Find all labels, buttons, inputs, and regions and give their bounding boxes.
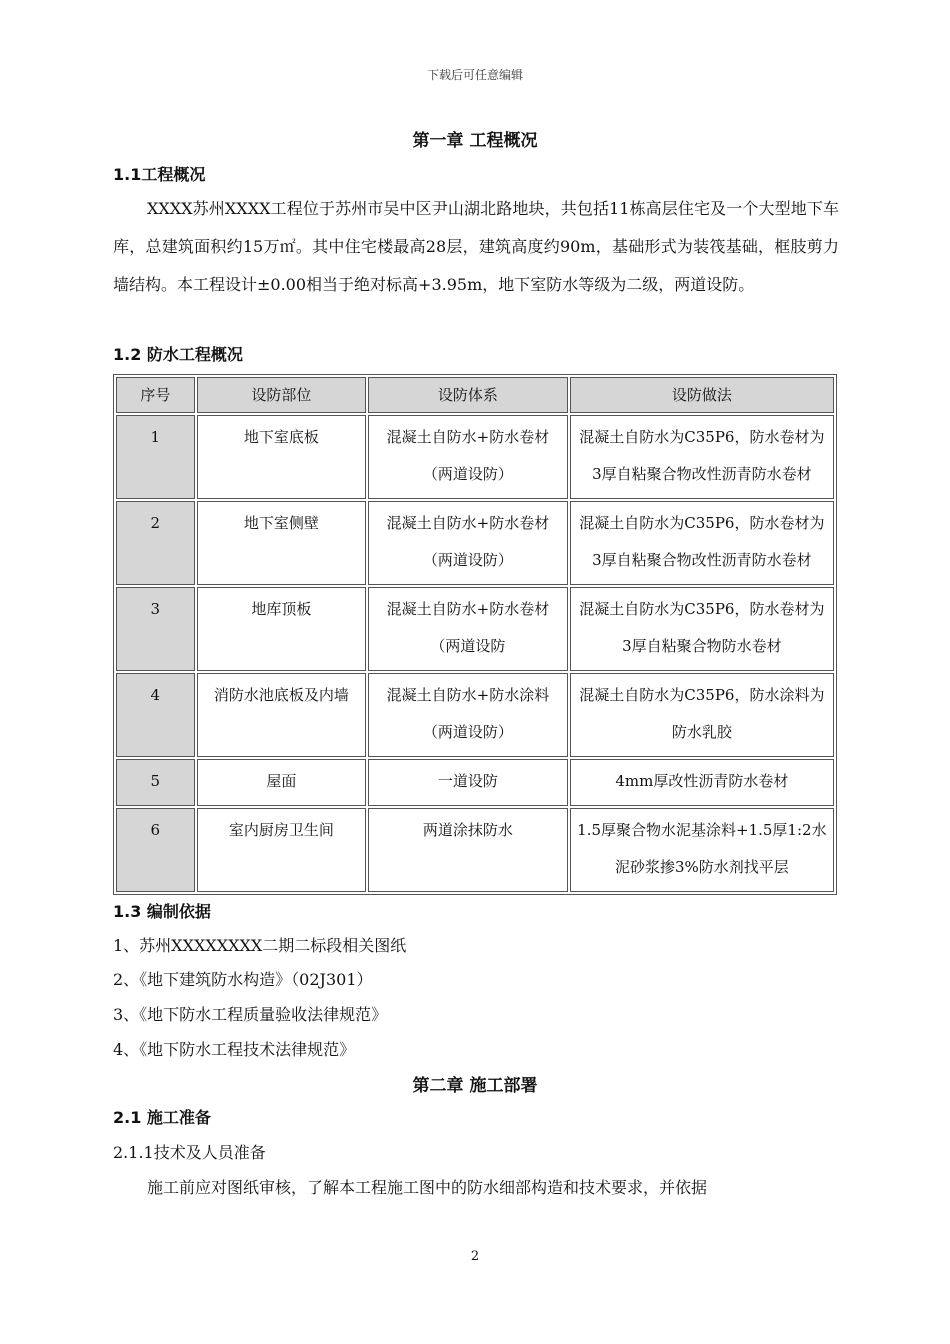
section-1-1-paragraph: XXXX苏州XXXX工程位于苏州市吴中区尹山湖北路地块，共包括11栋高层住宅及一个大型地下车库，总建筑面积约15万㎡。其中住宅楼最高28层，建筑高度约90m，基础形式为装筏基础，框肢剪力墙结构。本工程设计±0.00相当于绝对标高+3.95m，地下室防水等级为二级，两道设防。 (113, 199, 839, 294)
header-system: 设防体系 (368, 377, 568, 413)
chapter-2-title: 第二章 施工部署 (412, 1076, 538, 1096)
header-note: 下载后可任意编辑 (426, 68, 523, 82)
cell-no: 6 (116, 808, 195, 892)
cell-part: 地下室底板 (197, 415, 366, 499)
cell-part: 地库顶板 (197, 587, 366, 671)
cell-no: 3 (116, 587, 195, 671)
cell-no: 5 (116, 759, 195, 806)
basis-item: 2、《地下建筑防水构造》（02J301） (113, 970, 373, 989)
cell-method: 混凝土自防水为C35P6，防水卷材为3厚自粘聚合物防水卷材 (570, 587, 834, 671)
cell-no: 2 (116, 501, 195, 585)
cell-no: 1 (116, 415, 195, 499)
basis-item: 3、《地下防水工程质量验收法律规范》 (113, 1005, 388, 1024)
section-2-1-1-paragraph: 施工前应对图纸审核，了解本工程施工图中的防水细部构造和技术要求，并依据 (147, 1178, 708, 1197)
cell-method: 混凝土自防水为C35P6，防水卷材为3厚自粘聚合物改性沥青防水卷材 (570, 415, 834, 499)
table-row (116, 673, 834, 757)
chapter-1-title: 第一章 工程概况 (412, 131, 538, 151)
table-row (116, 587, 834, 671)
basis-item: 1、苏州XXXXXXXX二期二标段相关图纸 (113, 936, 407, 955)
cell-system: 混凝土自防水+防水卷材（两道设防 (368, 587, 568, 671)
header-no: 序号 (116, 377, 195, 413)
cell-part: 消防水池底板及内墙 (197, 673, 366, 757)
cell-system: 两道涂抹防水 (368, 808, 568, 892)
section-1-3-heading: 1.3 编制依据 (113, 902, 211, 921)
table-header-row (116, 377, 834, 413)
cell-part: 室内厨房卫生间 (197, 808, 366, 892)
table-row (116, 808, 834, 892)
basis-item: 4、《地下防水工程技术法律规范》 (113, 1040, 356, 1059)
cell-method: 混凝土自防水为C35P6，防水涂料为防水乳胶 (570, 673, 834, 757)
cell-system: 混凝土自防水+防水卷材（两道设防） (368, 415, 568, 499)
header-part: 设防部位 (197, 377, 366, 413)
cell-system: 一道设防 (368, 759, 568, 806)
cell-part: 屋面 (197, 759, 366, 806)
cell-no: 4 (116, 673, 195, 757)
section-2-1-1-heading: 2.1.1技术及人员准备 (113, 1143, 266, 1162)
cell-method: 1.5厚聚合物水泥基涂料+1.5厚1:2水泥砂浆掺3%防水剂找平层 (570, 808, 834, 892)
cell-system: 混凝土自防水+防水涂料（两道设防） (368, 673, 568, 757)
cell-method: 混凝土自防水为C35P6，防水卷材为3厚自粘聚合物改性沥青防水卷材 (570, 501, 834, 585)
section-2-1-heading: 2.1 施工准备 (113, 1108, 211, 1127)
cell-system: 混凝土自防水+防水卷材（两道设防） (368, 501, 568, 585)
cell-method: 4mm厚改性沥青防水卷材 (570, 759, 834, 806)
section-1-1-heading: 1.1工程概况 (113, 165, 206, 184)
table-row (116, 415, 834, 499)
cell-part: 地下室侧壁 (197, 501, 366, 585)
section-1-2-heading: 1.2 防水工程概况 (113, 345, 243, 364)
waterproofing-table (113, 374, 837, 895)
page-number: 2 (470, 1249, 480, 1264)
table-row (116, 759, 834, 806)
table-row (116, 501, 834, 585)
header-method: 设防做法 (570, 377, 834, 413)
